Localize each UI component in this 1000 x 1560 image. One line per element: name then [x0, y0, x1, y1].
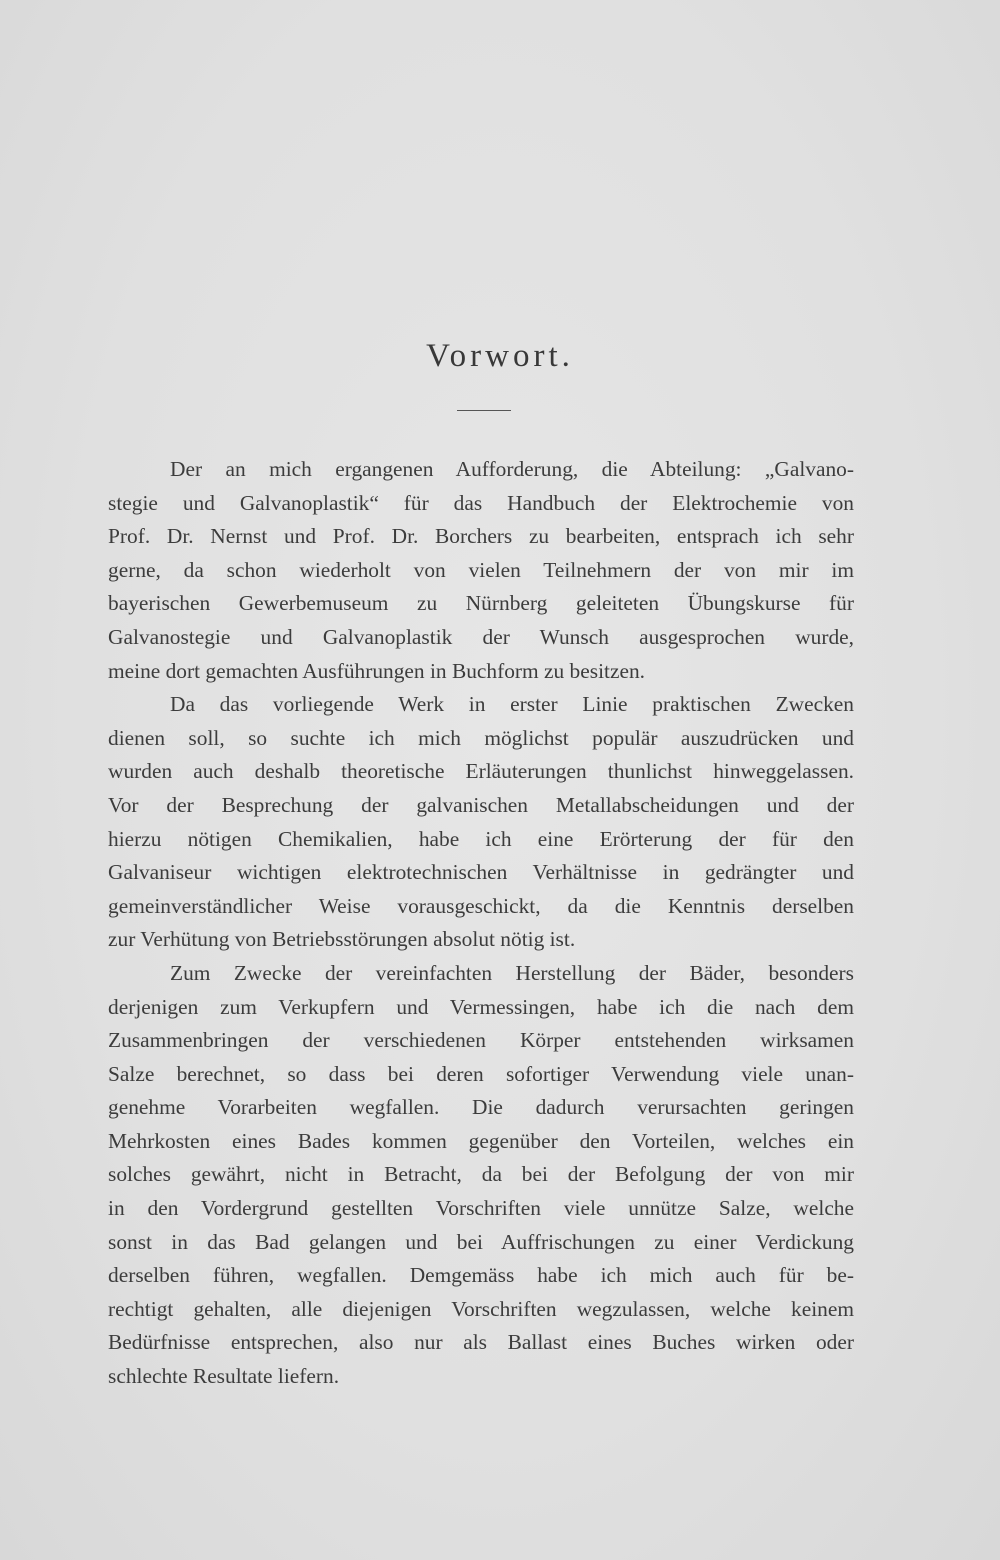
- text-line: derselben führen, wegfallen. Demgemäss habe ich mich auch für be-: [108, 1263, 854, 1288]
- text-line: Prof. Dr. Nernst und Prof. Dr. Borchers zu bearbeiten, entsprach ich sehr: [108, 524, 854, 549]
- text-line: Zum Zwecke der vereinfachten Herstellung der Bäder, besonders: [170, 960, 854, 985]
- text-line: rechtigt gehalten, alle diejenigen Vorschriften wegzulassen, welche keinem: [108, 1296, 854, 1321]
- text-line: gemeinverständlicher Weise vorausgeschickt, da die Kenntnis derselben: [108, 893, 854, 918]
- text-line: Zusammenbringen der verschiedenen Körper entstehenden wirksamen: [108, 1028, 854, 1053]
- paragraph-1: [108, 453, 854, 688]
- text-line: zur Verhütung von Betriebsstörungen absolut nötig ist.: [108, 927, 576, 952]
- page-title: Vorwort.: [426, 338, 574, 374]
- text-line: Galvanostegie und Galvanoplastik der Wunsch ausgesprochen wurde,: [108, 624, 854, 649]
- text-line: meine dort gemachten Ausführungen in Buchform zu besitzen.: [108, 658, 645, 683]
- paragraph-3: [108, 957, 854, 1394]
- text-line: Galvaniseur wichtigen elektrotechnischen Verhältnisse in gedrängter und: [108, 860, 854, 885]
- text-line: Vor der Besprechung der galvanischen Metallabscheidungen und der: [108, 792, 854, 817]
- text-line: Da das vorliegende Werk in erster Linie praktischen Zwecken: [170, 692, 854, 717]
- text-line: dienen soll, so suchte ich mich möglichst populär auszudrücken und: [108, 725, 854, 750]
- preface-text: [108, 453, 854, 1394]
- text-line: sonst in das Bad gelangen und bei Auffrischungen zu einer Verdickung: [108, 1229, 854, 1254]
- text-line: gerne, da schon wiederholt von vielen Teilnehmern der von mir im: [108, 557, 854, 582]
- text-line: Der an mich ergangenen Aufforderung, die Abteilung: „Galvano-: [170, 457, 854, 481]
- text-line: Bedürfnisse entsprechen, also nur als Ballast eines Buches wirken oder: [108, 1330, 854, 1355]
- text-line: derjenigen zum Verkupfern und Vermessingen, habe ich die nach dem: [108, 994, 854, 1019]
- text-line: wurden auch deshalb theoretische Erläuterungen thunlichst hinweggelassen.: [108, 759, 854, 784]
- paragraph-2: [108, 688, 854, 957]
- text-line: in den Vordergrund gestellten Vorschriften viele unnütze Salze, welche: [108, 1196, 854, 1221]
- text-line: solches gewährt, nicht in Betracht, da bei der Befolgung der von mir: [108, 1162, 854, 1187]
- text-line: bayerischen Gewerbemuseum zu Nürnberg geleiteten Übungskurse für: [108, 591, 854, 616]
- text-line: schlechte Resultate liefern.: [108, 1364, 340, 1389]
- text-line: Salze berechnet, so dass bei deren sofortiger Verwendung viele unan-: [108, 1061, 854, 1086]
- text-line: hierzu nötigen Chemikalien, habe ich eine Erörterung der für den: [108, 826, 854, 851]
- text-line: genehme Vorarbeiten wegfallen. Die dadurch verursachten geringen: [108, 1095, 854, 1120]
- text-line: stegie und Galvanoplastik“ für das Handbuch der Elektrochemie von: [108, 490, 854, 515]
- text-line: Mehrkosten eines Bades kommen gegenüber den Vorteilen, welches ein: [108, 1128, 854, 1153]
- title-divider: [457, 410, 511, 411]
